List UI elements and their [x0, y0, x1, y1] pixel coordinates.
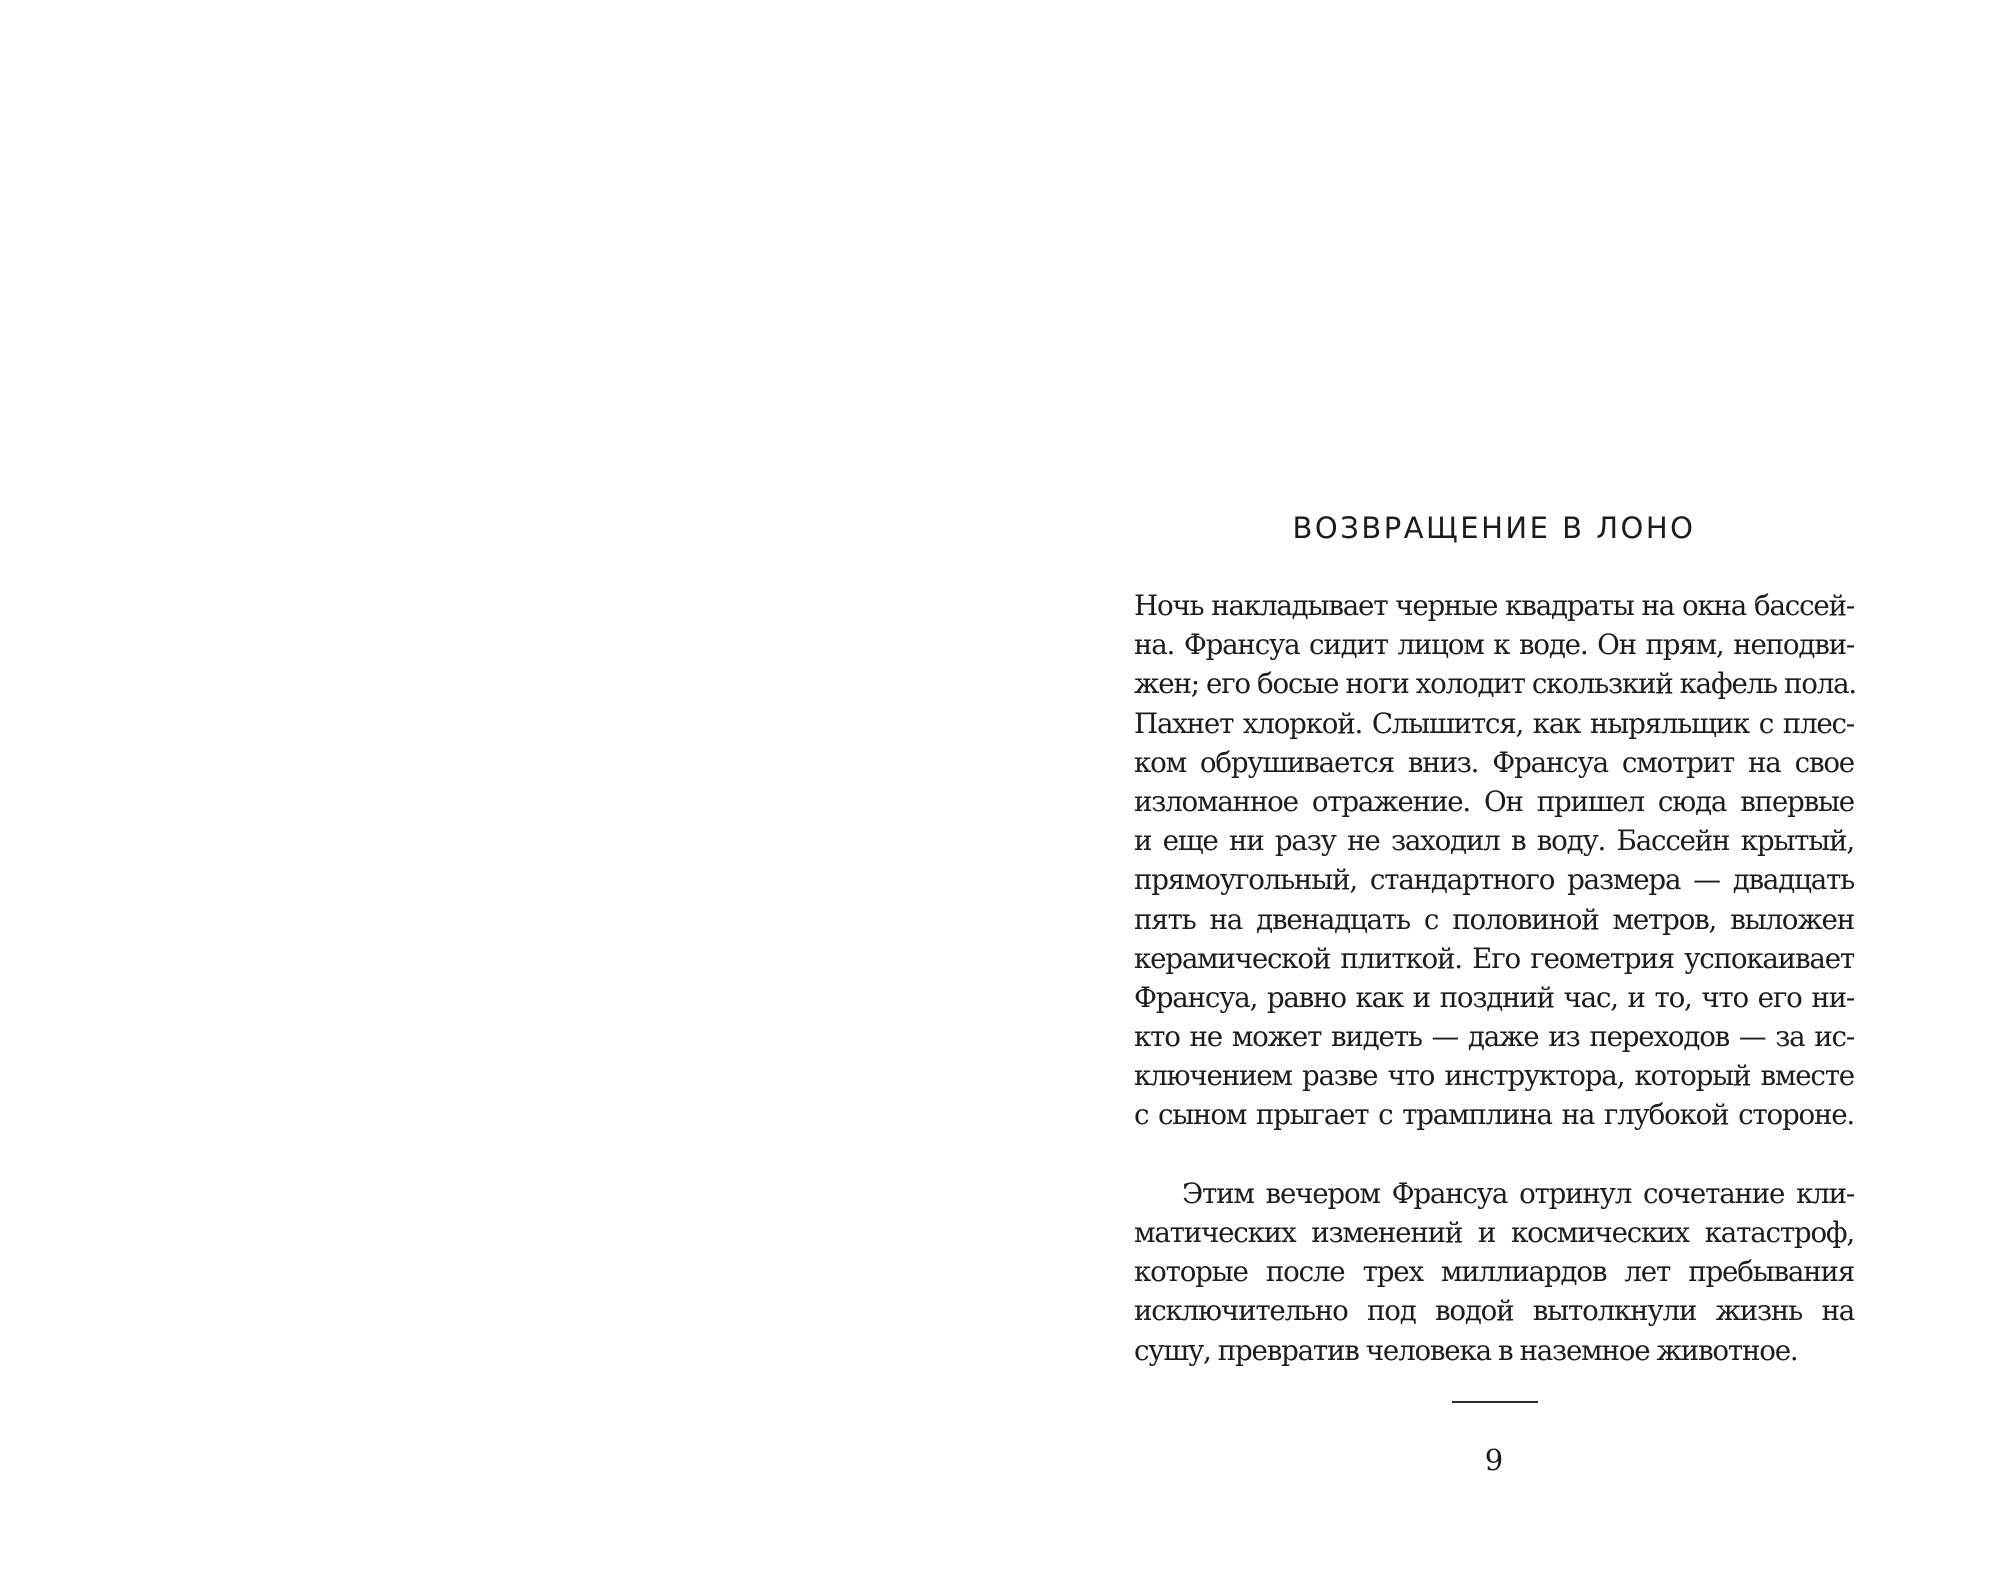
text-line: прямоугольный, стандартного размера — двадцать	[1134, 863, 1854, 897]
text-line: с сыном прыгает с трамплина на глубокой стороне.	[1134, 1098, 1854, 1132]
text-line: ком обрушивается вниз. Франсуа смотрит на свое	[1134, 745, 1854, 779]
body-text	[1134, 586, 1857, 1370]
text-line: кто не может видеть — даже из переходов — за ис-	[1134, 1020, 1854, 1054]
text-line: исключительно под водой вытолкнули жизнь на	[1134, 1294, 1854, 1328]
page-number: 9	[1484, 1443, 1504, 1477]
text-line: Ночь накладывает черные квадраты на окна бассей-	[1134, 589, 1854, 622]
footer-rule	[1452, 1401, 1538, 1403]
paragraph-gap	[1134, 1135, 1854, 1174]
text-line: и еще ни разу не заходил в воду. Бассейн крытый,	[1134, 824, 1854, 858]
text-line: Франсуа, равно как и поздний час, и то, что его ни-	[1134, 980, 1854, 1014]
text-line: на. Франсуа сидит лицом к воде. Он прям, неподви-	[1134, 628, 1854, 662]
text-line: ключением разве что инструктора, который вместе	[1134, 1059, 1854, 1093]
text-line: сушу, превратив человека в наземное животное.	[1134, 1333, 1798, 1367]
chapter-title: ВОЗВРАЩЕНИЕ В ЛОНО	[1292, 511, 1696, 545]
text-line: керамической плиткой. Его геометрия успокаивает	[1134, 941, 1854, 975]
text-line: Пахнет хлоркой. Слышится, как ныряльщик с плес-	[1134, 706, 1854, 740]
right-page	[1000, 0, 2000, 1569]
text-line: которые после трех миллиардов лет пребывания	[1134, 1255, 1854, 1289]
text-line: пять на двенадцать с половиной метров, выложен	[1134, 902, 1854, 936]
text-line: Этим вечером Франсуа отринул сочетание кли-	[1182, 1176, 1854, 1210]
text-line: жен; его босые ноги холодит скользкий кафель пола.	[1134, 667, 1857, 701]
text-line: изломанное отражение. Он пришел сюда впервые	[1134, 784, 1854, 818]
text-line: матических изменений и космических катастроф,	[1134, 1216, 1854, 1249]
